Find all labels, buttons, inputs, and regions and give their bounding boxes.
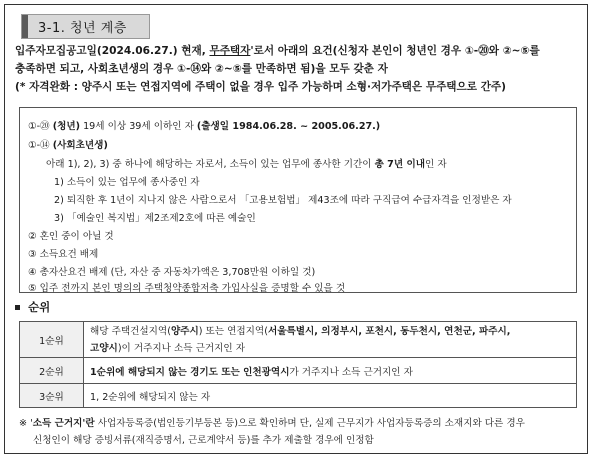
criterion-new-worker: ①-⑭ (사회초년생) — [28, 140, 108, 151]
ranking-table — [19, 321, 577, 408]
rank-label: 2순위 — [20, 358, 84, 384]
criterion-assets: ④ 총자산요건 배제 (단, 자산 중 자동차가액은 3,708만원 이하일 것) — [28, 267, 316, 278]
criterion-youth: ①-⑳ (청년) 19세 이상 39세 이하인 자 (출생일 1984.06.28. ~ 2005.06.27.) — [28, 121, 381, 132]
rank-label: 1순위 — [20, 322, 84, 358]
header-accent-bar — [22, 15, 28, 38]
sub-criterion-2: 2) 퇴직한 후 1년이 지나지 않은 사람으로서 「고용보험법」 제43조에 따라 구직급여 수급자격을 인정받은 자 — [54, 195, 512, 206]
rank-description: 1순위에 해당되지 않는 경기도 또는 인천광역시가 거주지나 소득 근거지인 자 — [84, 358, 577, 384]
table-row — [20, 322, 577, 358]
income-basis-note — [19, 415, 579, 449]
table-row — [20, 358, 577, 384]
sub-criterion-1: 1) 소득이 있는 업무에 종사중인 자 — [54, 177, 200, 188]
section-header — [21, 14, 150, 39]
table-row — [20, 384, 577, 408]
intro-line-1: 입주자모집공고일(2024.06.27.) 현재, 무주택자'로서 아래의 요건(신청자 본인이 청년인 경우 ①-⑳와 ②~⑤를 — [15, 45, 540, 57]
eligibility-intro — [15, 42, 580, 96]
criterion-income: ③ 소득요건 배제 — [28, 249, 99, 260]
intro-line-2: 충족하면 되고, 사회초년생의 경우 ①-⑭와 ②~⑤를 만족하면 됨)을 모두 갖춘 자 — [15, 63, 388, 75]
criterion-unmarried: ② 혼인 중이 아닐 것 — [28, 231, 114, 242]
square-bullet-icon — [15, 305, 20, 310]
criterion-work-period: 아래 1), 2), 3) 중 하나에 해당하는 자로서, 소득이 있는 업무에 종사한 기간이 총 7년 이내인 자 — [46, 159, 447, 170]
criterion-savings: ⑤ 입주 전까지 본인 명의의 주택청약종합저축 가입사실을 증명할 수 있을 것 — [28, 283, 346, 294]
criteria-box — [19, 107, 577, 293]
section-title: 3-1. 청년 계층 — [38, 21, 127, 36]
intro-line-3: (* 자격완화 : 양주시 또는 연접지역에 주택이 없을 경우 입주 가능하며 소형·저가주택은 무주택으로 간주) — [15, 81, 507, 93]
rank-description: 해당 주택건설지역(양주시) 또는 연접지역(서울특별시, 의정부시, 포천시, 동두천시, 연천군, 파주시, 고양시)이 거주지나 소득 근거지인 자 — [84, 322, 577, 358]
rank-description: 1, 2순위에 해당되지 않는 자 — [84, 384, 577, 408]
ranking-heading: 순위 — [15, 299, 50, 315]
note-line-1: ※ '소득 근거지'란 사업자등록증(법인등기부등본 등)으로 확인하며 단, 실제 근무지가 사업자등록증의 소재지와 다른 경우 — [19, 418, 525, 429]
rank-label: 3순위 — [20, 384, 84, 408]
homeless-term: 무주택자 — [209, 45, 251, 57]
sub-criterion-3: 3) 「예술인 복지법」제2조제2호에 따른 예술인 — [54, 213, 256, 224]
note-line-2: 신청인이 해당 증빙서류(재직증명서, 근로계약서 등)를 추가 제출할 경우에 인정함 — [33, 435, 374, 446]
document-page — [4, 4, 588, 454]
